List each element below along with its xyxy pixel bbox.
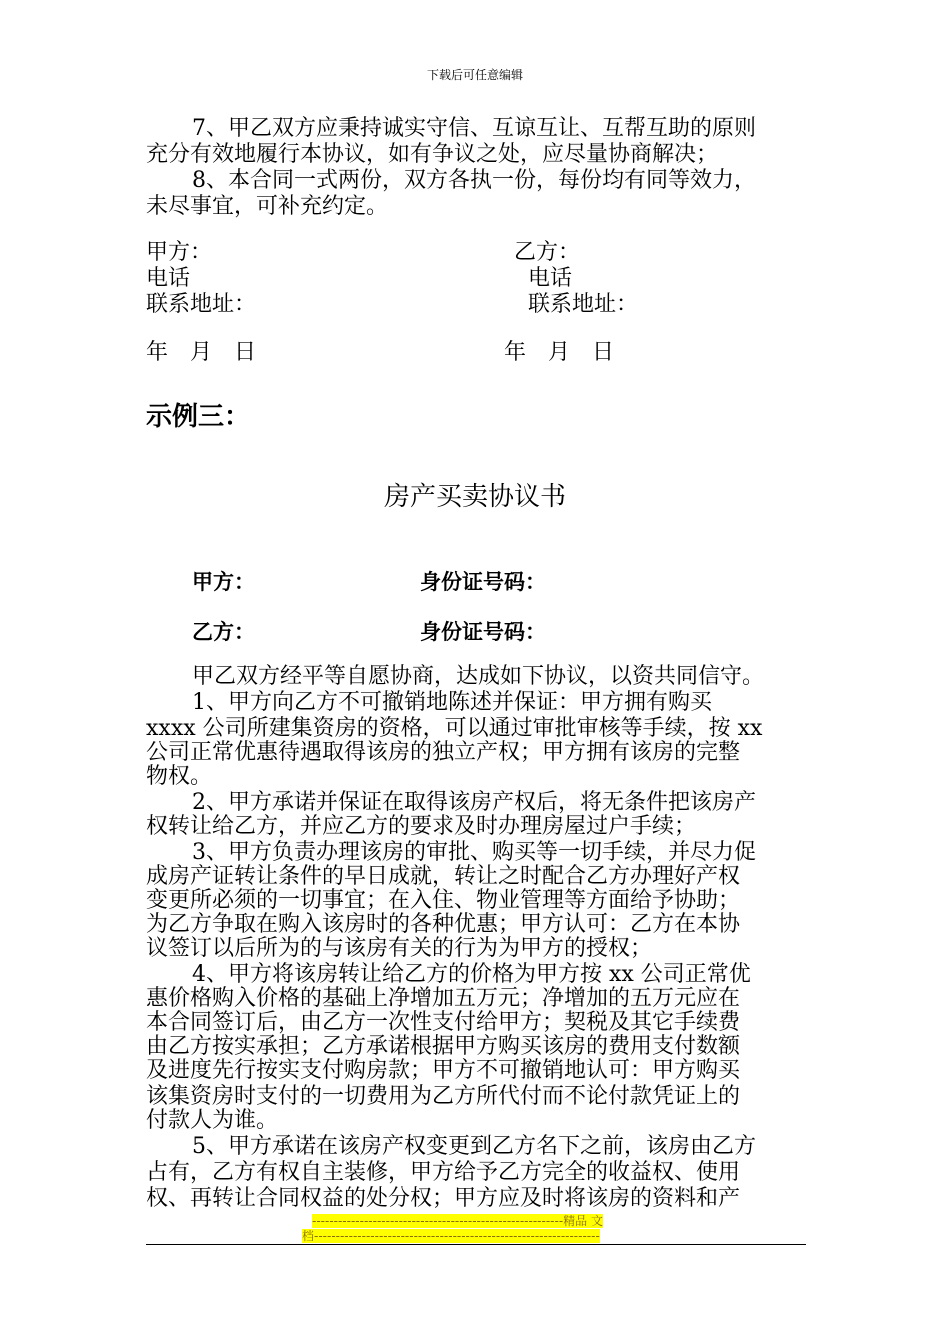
- body-line: 公司正常优惠待遇取得该房的独立产权；甲方拥有该房的完整: [146, 740, 741, 765]
- party-b-label: 乙方：: [192, 620, 255, 644]
- footer-watermark-line-2: 档------------------------------------------------------------------: [302, 1229, 600, 1243]
- example-heading: 示例三：: [146, 402, 251, 432]
- body-line: 议签订以后所为的与该房有关的行为为甲方的授权；: [146, 936, 653, 961]
- party-a-id-label: 身份证号码：: [420, 570, 546, 594]
- body-line: 及进度先行按实支付购房款；甲方不可撤销地认可：甲方购买: [146, 1058, 741, 1083]
- party-a-label: 甲方：: [192, 570, 255, 594]
- sign-phone-a: 电话: [146, 266, 191, 291]
- sign-date-a: 年 月 日: [146, 340, 257, 365]
- document-title: 房产买卖协议书: [383, 482, 566, 512]
- body-line: 本合同签订后，由乙方一次性支付给甲方；契税及其它手续费: [146, 1010, 741, 1035]
- clause-line: 未尽事宜，可补充约定。: [146, 194, 389, 219]
- body-line: 5、甲方承诺在该房产权变更到乙方名下之前，该房由乙方: [192, 1134, 756, 1159]
- body-line: 4、甲方将该房转让给乙方的价格为甲方按 xx 公司正常优: [192, 962, 751, 987]
- party-b-id-label: 身份证号码：: [420, 620, 546, 644]
- body-line: 物权。: [146, 764, 213, 789]
- body-line: xxxx 公司所建集资房的资格，可以通过审批审核等手续，按 xx: [146, 716, 763, 741]
- sign-phone-b: 电话: [528, 266, 573, 291]
- sign-party-b: 乙方：: [514, 240, 581, 265]
- body-line: 变更所必须的一切事宜；在入住、物业管理等方面给予协助；: [146, 888, 741, 913]
- footer-watermark-line-1: ----------------------------------------------------------精品 文: [312, 1214, 603, 1228]
- body-line: 为乙方争取在购入该房时的各种优惠；甲方认可：乙方在本协: [146, 912, 741, 937]
- clause-line: 7、甲乙双方应秉持诚实守信、互谅互让、互帮互助的原则: [192, 116, 756, 141]
- body-line: 权转让给乙方，并应乙方的要求及时办理房屋过户手续；: [146, 814, 697, 839]
- clause-line: 8、本合同一式两份，双方各执一份，每份均有同等效力，: [192, 168, 756, 193]
- body-line: 3、甲方负责办理该房的审批、购买等一切手续，并尽力促: [192, 840, 756, 865]
- body-line: 付款人为谁。: [146, 1108, 279, 1133]
- body-line: 占有，乙方有权自主装修，甲方给予乙方完全的收益权、使用: [146, 1160, 741, 1185]
- body-line: 2、甲方承诺并保证在取得该房产权后，将无条件把该房产: [192, 790, 756, 815]
- body-line: 权、再转让合同权益的处分权；甲方应及时将该房的资料和产: [146, 1186, 741, 1211]
- sign-address-b: 联系地址：: [528, 292, 639, 317]
- sign-address-a: 联系地址：: [146, 292, 257, 317]
- header-note: 下载后可任意编辑: [426, 68, 523, 82]
- sign-party-a: 甲方：: [146, 240, 213, 265]
- footer-divider: [146, 1244, 806, 1245]
- body-line: 成房产证转让条件的早日成就，转让之时配合乙方办理好产权: [146, 864, 741, 889]
- clause-line: 充分有效地履行本协议，如有争议之处，应尽量协商解决；: [146, 142, 719, 167]
- body-line: 惠价格购入价格的基础上净增加五万元；净增加的五万元应在: [146, 986, 741, 1011]
- body-line: 1、甲方向乙方不可撤销地陈述并保证：甲方拥有购买: [192, 690, 712, 715]
- body-line: 由乙方按实承担；乙方承诺根据甲方购买该房的费用支付数额: [146, 1034, 741, 1059]
- body-line: 该集资房时支付的一切费用为乙方所代付而不论付款凭证上的: [146, 1084, 741, 1109]
- body-line: 甲乙双方经平等自愿协商，达成如下协议，以资共同信守。: [192, 664, 765, 689]
- sign-date-b: 年 月 日: [504, 340, 615, 365]
